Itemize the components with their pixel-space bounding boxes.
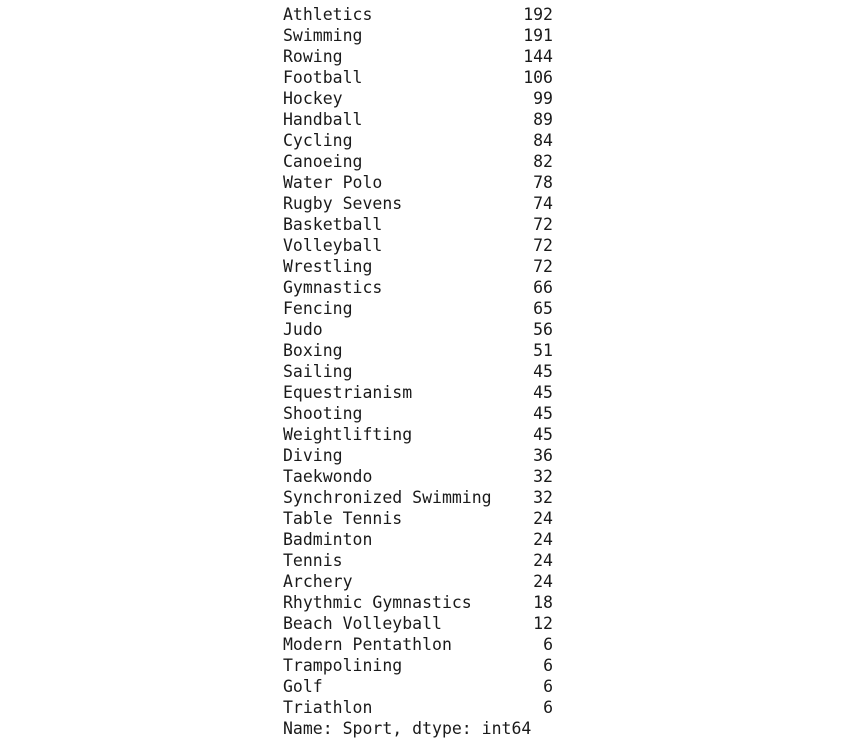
series-row — [283, 277, 553, 298]
sport-name: Archery — [283, 572, 353, 591]
sport-count: 78 — [533, 173, 553, 192]
sport-count: 32 — [533, 467, 553, 486]
sport-count: 6 — [543, 635, 553, 654]
sport-count: 65 — [533, 299, 553, 318]
sport-count: 18 — [533, 593, 553, 612]
sport-name: Equestrianism — [283, 383, 413, 402]
series-rows — [283, 4, 553, 718]
series-row — [283, 4, 553, 25]
sport-count: 72 — [533, 257, 553, 276]
sport-count: 12 — [533, 614, 553, 633]
sport-name: Basketball — [283, 215, 383, 234]
sport-name: Rugby Sevens — [283, 194, 403, 213]
sport-count: 99 — [533, 89, 553, 108]
sport-name: Boxing — [283, 341, 343, 360]
sport-name: Handball — [283, 110, 363, 129]
sport-name: Synchronized Swimming — [283, 488, 492, 507]
sport-count: 6 — [543, 698, 553, 717]
series-row — [283, 592, 553, 613]
sport-count: 32 — [533, 488, 553, 507]
sport-name: Triathlon — [283, 698, 373, 717]
series-row — [283, 319, 553, 340]
sport-count: 24 — [533, 551, 553, 570]
sport-count: 89 — [533, 110, 553, 129]
series-row — [283, 466, 553, 487]
sport-count: 72 — [533, 215, 553, 234]
series-row — [283, 25, 553, 46]
series-row — [283, 151, 553, 172]
series-row — [283, 634, 553, 655]
series-row — [283, 109, 553, 130]
series-row — [283, 172, 553, 193]
series-row — [283, 613, 553, 634]
sport-count: 192 — [523, 5, 553, 24]
sport-name: Sailing — [283, 362, 353, 381]
sport-count: 6 — [543, 656, 553, 675]
sport-name: Wrestling — [283, 257, 373, 276]
sport-name: Modern Pentathlon — [283, 635, 452, 654]
series-row — [283, 697, 553, 718]
series-row — [283, 46, 553, 67]
sport-name: Taekwondo — [283, 467, 373, 486]
sport-name: Tennis — [283, 551, 343, 570]
sport-count: 66 — [533, 278, 553, 297]
sport-count: 72 — [533, 236, 553, 255]
sport-count: 24 — [533, 530, 553, 549]
series-row — [283, 487, 553, 508]
sport-name: Rhythmic Gymnastics — [283, 593, 472, 612]
sport-count: 45 — [533, 383, 553, 402]
sport-count: 24 — [533, 572, 553, 591]
sport-count: 45 — [533, 362, 553, 381]
sport-name: Football — [283, 68, 363, 87]
series-row — [283, 340, 553, 361]
series-row — [283, 508, 553, 529]
series-row — [283, 298, 553, 319]
series-row — [283, 382, 553, 403]
series-row — [283, 676, 553, 697]
sport-count: 45 — [533, 404, 553, 423]
sport-count: 191 — [523, 26, 553, 45]
sport-count: 106 — [523, 68, 553, 87]
series-row — [283, 256, 553, 277]
sport-name: Golf — [283, 677, 323, 696]
sport-name: Athletics — [283, 5, 373, 24]
series-row — [283, 193, 553, 214]
series-row — [283, 550, 553, 571]
sport-name: Beach Volleyball — [283, 614, 442, 633]
series-row — [283, 67, 553, 88]
sport-name: Weightlifting — [283, 425, 413, 444]
sport-name: Canoeing — [283, 152, 363, 171]
sport-name: Gymnastics — [283, 278, 383, 297]
sport-name: Volleyball — [283, 236, 383, 255]
sport-count: 144 — [523, 47, 553, 66]
sport-count: 74 — [533, 194, 553, 213]
series-row — [283, 529, 553, 550]
sport-name: Hockey — [283, 89, 343, 108]
sport-count: 51 — [533, 341, 553, 360]
series-row — [283, 235, 553, 256]
sport-count: 36 — [533, 446, 553, 465]
series-row — [283, 403, 553, 424]
sport-name: Shooting — [283, 404, 363, 423]
series-row — [283, 214, 553, 235]
sport-name: Water Polo — [283, 173, 383, 192]
sport-name: Swimming — [283, 26, 363, 45]
series-row — [283, 130, 553, 151]
series-output — [283, 4, 553, 739]
sport-count: 6 — [543, 677, 553, 696]
sport-name: Rowing — [283, 47, 343, 66]
series-row — [283, 424, 553, 445]
sport-name: Badminton — [283, 530, 373, 549]
series-row — [283, 88, 553, 109]
series-row — [283, 361, 553, 382]
sport-name: Fencing — [283, 299, 353, 318]
sport-name: Cycling — [283, 131, 353, 150]
sport-name: Judo — [283, 320, 323, 339]
series-row — [283, 571, 553, 592]
sport-count: 84 — [533, 131, 553, 150]
sport-name: Trampolining — [283, 656, 403, 675]
sport-name: Table Tennis — [283, 509, 403, 528]
sport-count: 82 — [533, 152, 553, 171]
series-row — [283, 445, 553, 466]
series-row — [283, 655, 553, 676]
sport-count: 45 — [533, 425, 553, 444]
sport-name: Diving — [283, 446, 343, 465]
sport-count: 24 — [533, 509, 553, 528]
sport-count: 56 — [533, 320, 553, 339]
series-footer: Name: Sport, dtype: int64 — [283, 719, 532, 738]
